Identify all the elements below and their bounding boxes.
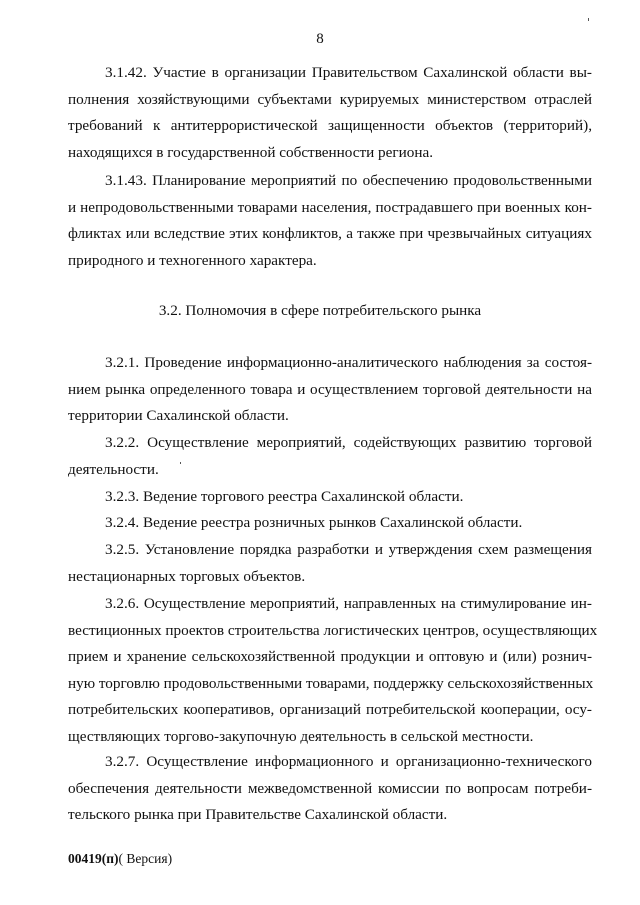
section-heading: 3.2. Полномочия в сфере потребительского рынка xyxy=(158,302,482,319)
paragraph-3-1-43 xyxy=(68,168,592,274)
paragraph-3-2-6 xyxy=(68,591,598,751)
paragraph-line: 3.2.4. Ведение реестра розничных рынков Сахалинской области. xyxy=(105,514,523,531)
paragraph-line: вестиционных проектов строительства логистических центров, осуществляющих xyxy=(68,621,598,639)
paragraph-line: находящихся в государственной собственности региона. xyxy=(68,143,434,161)
paragraph-line: фликтах или вследствие этих конфликтов, а также при чрезвычайных ситуациях xyxy=(68,225,592,243)
paragraph-line: деятельности. xyxy=(68,460,159,478)
document-version: ( Версия) xyxy=(118,851,173,866)
paragraph-line: полнения хозяйствующими субъектами курируемых министерством отраслей xyxy=(68,90,592,108)
paragraph-3-2-1 xyxy=(68,350,592,430)
paragraph-3-2-2 xyxy=(68,430,592,483)
paragraph-line: 3.2.6. Осуществление мероприятий, направленных на стимулирование ин- xyxy=(105,595,592,612)
scan-speck xyxy=(180,462,181,464)
document-code: 00419(п) xyxy=(68,851,119,866)
paragraph-line: ществляющих торгово-закупочную деятельность в сельской местности. xyxy=(68,727,534,745)
paragraph-line: природного и техногенного характера. xyxy=(68,251,317,269)
paragraph-line: прием и хранение сельскохозяйственной продукции и оптовую и (или) рознич- xyxy=(68,648,592,666)
paragraph-line: 3.2.1. Проведение информационно-аналитического наблюдения за состоя- xyxy=(105,354,592,371)
paragraph-line: 3.2.7. Осуществление информационного и организационно-технического xyxy=(105,753,592,770)
paragraph-line: нестационарных торговых объектов. xyxy=(68,567,306,585)
document-footer xyxy=(68,851,172,867)
page-number: 8 xyxy=(316,31,324,47)
paragraph-3-2-4 xyxy=(68,510,592,537)
paragraph-line: обеспечения деятельности межведомственной комиссии по вопросам потреби- xyxy=(68,779,592,797)
paragraph-line: 3.1.42. Участие в организации Правительством Сахалинской области вы- xyxy=(105,64,592,81)
scan-speck xyxy=(588,18,589,21)
paragraph-line: потребительских кооперативов, организаций потребительской кооперации, осу- xyxy=(68,701,592,719)
paragraph-line: 3.2.2. Осуществление мероприятий, содействующих развитию торговой xyxy=(105,434,592,451)
paragraph-line: 3.2.5. Установление порядка разработки и утверждения схем размещения xyxy=(105,541,592,558)
paragraph-3-2-7 xyxy=(68,749,592,829)
paragraph-line: ную торговлю продовольственными товарами, поддержку сельскохозяйственных xyxy=(68,674,594,692)
paragraph-3-1-42 xyxy=(68,60,592,166)
paragraph-3-2-3 xyxy=(68,484,592,511)
paragraph-line: территории Сахалинской области. xyxy=(68,407,289,425)
paragraph-line: нием рынка определенного товара и осуществлением торговой деятельности на xyxy=(68,380,592,398)
paragraph-line: 3.1.43. Планирование мероприятий по обеспечению продовольственными xyxy=(105,172,592,189)
paragraph-line: 3.2.3. Ведение торгового реестра Сахалинской области. xyxy=(105,488,464,505)
paragraph-line: и непродовольственными товарами населения, пострадавшего при военных кон- xyxy=(68,198,592,216)
paragraph-line: требований к антитеррористической защищенности объектов (территорий), xyxy=(68,117,592,135)
paragraph-3-2-5 xyxy=(68,537,592,590)
paragraph-line: тельского рынка при Правительстве Сахалинской области. xyxy=(68,806,448,824)
